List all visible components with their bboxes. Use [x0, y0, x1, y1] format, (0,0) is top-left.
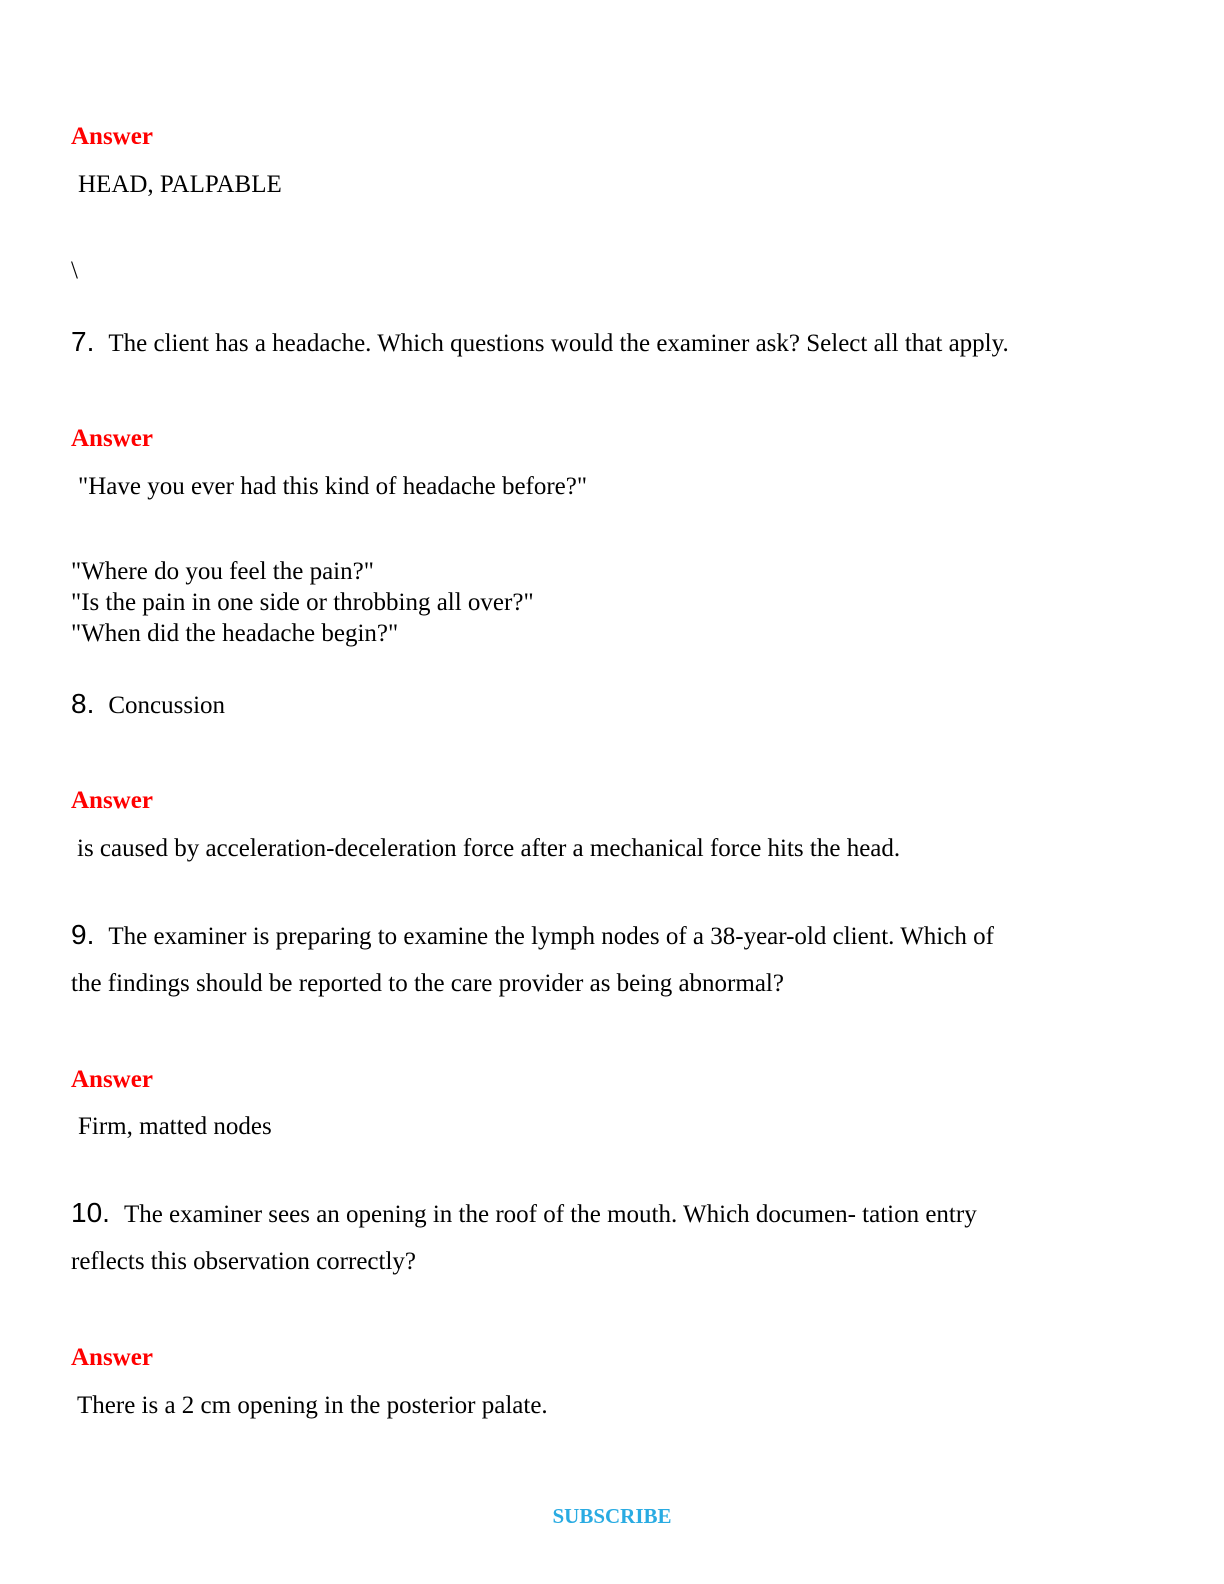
answer-label: Answer: [71, 425, 153, 452]
answer-line: "Where do you feel the pain?": [71, 558, 374, 585]
question-text: The examiner sees an opening in the roof of the mouth. Which documen- tation entry: [123, 1201, 977, 1228]
answer-line: "Is the pain in one side or throbbing all over?": [71, 589, 534, 616]
question-number: 7.: [71, 326, 95, 357]
question-number: 8.: [71, 688, 95, 719]
question-text: The client has a headache. Which questions would the examiner ask? Select all that apply.: [108, 330, 1009, 357]
answer-label: Answer: [71, 787, 153, 814]
answer-line: "When did the headache begin?": [71, 620, 399, 647]
question-8: [71, 690, 225, 718]
question-number: 10.: [71, 1197, 110, 1228]
question-text: The examiner is preparing to examine the lymph nodes of a 38-year-old client. Which of: [108, 923, 994, 950]
question-number: 9.: [71, 919, 95, 950]
question-10: [71, 1199, 977, 1227]
question-7: [71, 328, 1009, 356]
answer-text: Firm, matted nodes: [78, 1113, 272, 1140]
question-text: Concussion: [108, 692, 226, 719]
subscribe-link[interactable]: SUBSCRIBE: [552, 1504, 672, 1528]
answer-text: HEAD, PALPABLE: [78, 171, 282, 198]
question-9: [71, 921, 994, 949]
answer-label: Answer: [71, 1344, 153, 1371]
answer-text: There is a 2 cm opening in the posterior palate.: [77, 1392, 548, 1419]
question-text-continued: the findings should be reported to the care provider as being abnormal?: [71, 970, 784, 997]
answer-text: is caused by acceleration-deceleration force after a mechanical force hits the head.: [77, 835, 901, 862]
question-text-continued: reflects this observation correctly?: [71, 1248, 416, 1275]
answer-line: "Have you ever had this kind of headache before?": [78, 473, 588, 500]
answer-label: Answer: [71, 123, 153, 150]
answer-label: Answer: [71, 1066, 153, 1093]
stray-backslash: \: [71, 257, 78, 284]
